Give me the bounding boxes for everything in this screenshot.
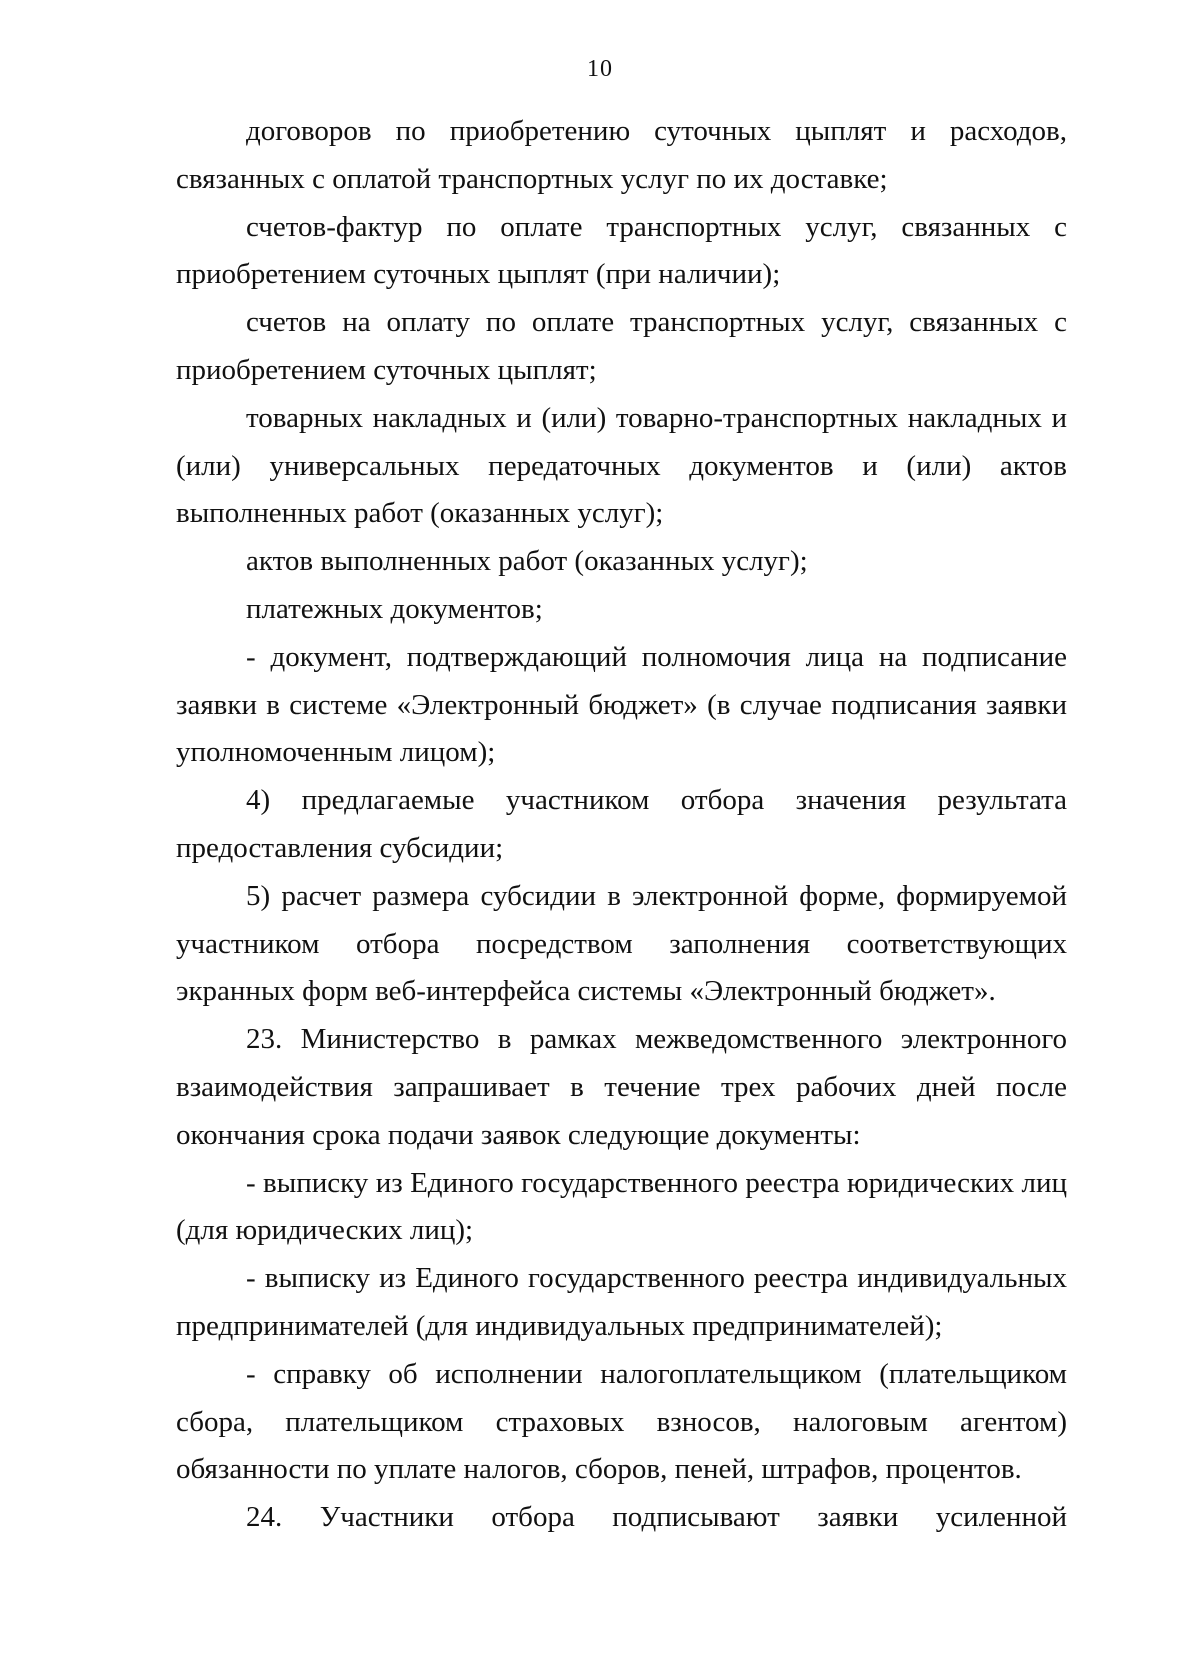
paragraph-entrepreneurs-extract: - выписку из Единого государственного реестра индивидуальных предпринимателей (для индивидуальных предпринимателей); [176,1262,1067,1342]
paragraph-contracts: договоров по приобретению суточных цыплят и расходов, связанных с оплатой транспортных услуг по их доставке; [176,115,1067,195]
paragraph-clause-23: 23. Министерство в рамках межведомственного электронного взаимодействия запрашивает в течение трех рабочих дней после окончания срока подачи заявок следующие документы: [176,1023,1067,1151]
page-number: 10 [587,56,613,82]
document-body [176,108,1067,1542]
paragraph-item-5: 5) расчет размера субсидии в электронной форме, формируемой участником отбора посредством заполнения соответствующих экранных форм веб-интерфейса системы «Электронный бюджет». [176,879,1067,1008]
paragraph-legal-entities-extract: - выписку из Единого государственного реестра юридических лиц (для юридических лиц); [176,1166,1067,1247]
paragraph-payment-documents: платежных документов; [246,592,543,625]
paragraph-clause-24: 24. Участники отбора подписывают заявки усиленной [246,1501,1067,1534]
paragraph-item-4: 4) предлагаемые участником отбора значения результата предоставления субсидии; [176,784,1067,864]
paragraph-payment-bills: счетов на оплату по оплате транспортных услуг, связанных с приобретением суточных цыплят; [176,306,1067,386]
paragraph-authority-document: - документ, подтверждающий полномочия лица на подписание заявки в системе «Электронный бюджет» (в случае подписания заявки уполномоченным лицом); [176,640,1067,769]
paragraph-tax-certificate: - справку об исполнении налогоплательщиком (плательщиком сбора, плательщиком страховых взносов, налоговым агентом) обязанности по уплате налогов, сборов, пеней, штрафов, процентов. [176,1357,1067,1486]
paragraph-invoices: счетов-фактур по оплате транспортных услуг, связанных с приобретением суточных цыплят (при наличии); [176,210,1067,291]
paragraph-waybills: товарных накладных и (или) товарно-транспортных накладных и (или) универсальных передаточных документов и (или) актов выполненных работ (оказанных услуг); [176,401,1067,530]
paragraph-work-acts: актов выполненных работ (оказанных услуг); [246,545,808,578]
